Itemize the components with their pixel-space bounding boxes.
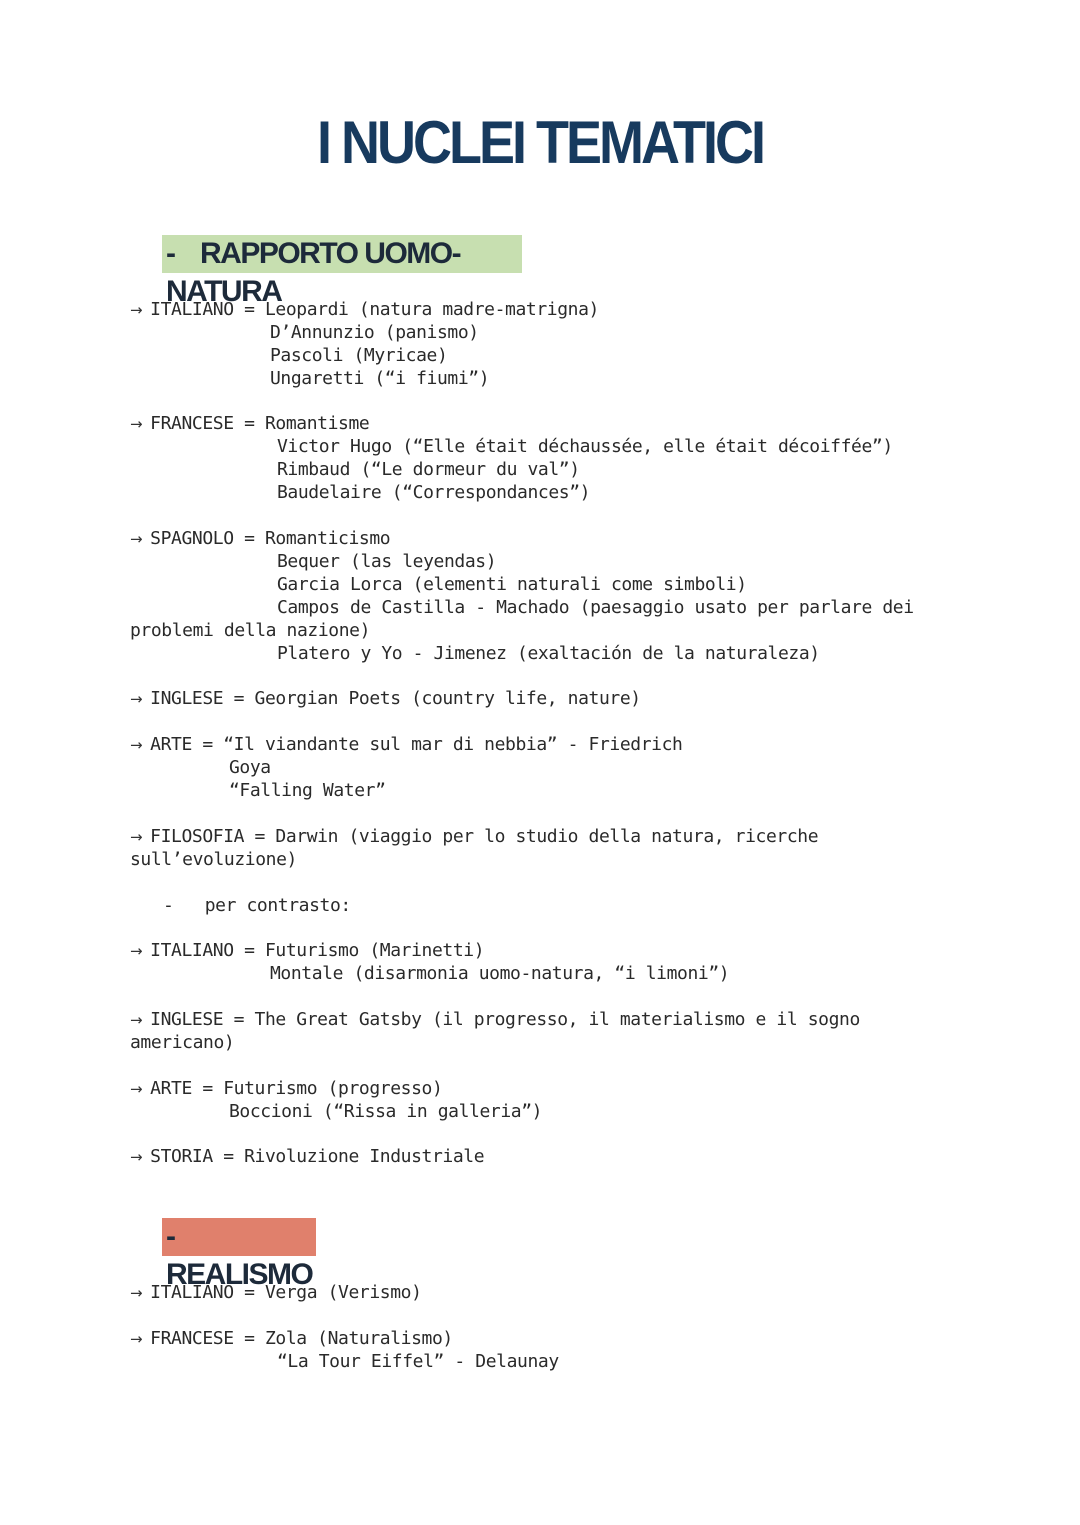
line-victor-hugo: Victor Hugo (“Elle était déchaussée, elle était décoiffée”) <box>277 436 893 457</box>
line-falling-water: “Falling Water” <box>229 780 386 801</box>
line-per-contrasto: - per contrasto: <box>163 895 351 916</box>
arrow-right-icon: → <box>130 942 143 960</box>
line-filosofia: → FILOSOFIA = Darwin (viaggio per lo studio della natura, ricerche <box>130 826 819 847</box>
section-dash: - <box>166 237 175 270</box>
line-platero: Platero y Yo - Jimenez (exaltación de la naturaleza) <box>277 643 820 664</box>
arrow-right-icon: → <box>130 736 143 754</box>
arrow-right-icon: → <box>130 1330 143 1348</box>
line-gatsby-cont: americano) <box>130 1032 235 1053</box>
line-rimbaud: Rimbaud (“Le dormeur du val”) <box>277 459 580 480</box>
arrow-right-icon: → <box>130 1148 143 1166</box>
arrow-right-icon: → <box>130 415 143 433</box>
line-bequer: Bequer (las leyendas) <box>277 551 497 572</box>
line-italiano: → ITALIANO = Leopardi (natura madre-matrigna) <box>130 299 599 320</box>
line-francese-zola: → FRANCESE = Zola (Naturalismo) <box>130 1328 453 1349</box>
arrow-right-icon: → <box>130 1284 143 1302</box>
arrow-right-icon: → <box>130 530 143 548</box>
page-title: I NUCLEI TEMATICI <box>317 109 763 177</box>
line-machado-cont: problemi della nazione) <box>130 620 371 641</box>
line-italiano-futurismo: → ITALIANO = Futurismo (Marinetti) <box>130 940 485 961</box>
line-italiano-verga: → ITALIANO = Verga (Verismo) <box>130 1282 422 1303</box>
section-label: RAPPORTO UOMO-NATURA <box>166 237 461 308</box>
line-spagnolo: → SPAGNOLO = Romanticismo <box>130 528 391 549</box>
line-ungaretti: Ungaretti (“i fiumi”) <box>270 368 490 389</box>
line-baudelaire: Baudelaire (“Correspondances”) <box>277 482 591 503</box>
line-garcia-lorca: Garcia Lorca (elementi naturali come simboli) <box>277 574 747 595</box>
arrow-right-icon: → <box>130 1080 143 1098</box>
line-arte: → ARTE = “Il viandante sul mar di nebbia” - Friedrich <box>130 734 683 755</box>
section-dash: - <box>166 1220 175 1253</box>
line-francese: → FRANCESE = Romantisme <box>130 413 370 434</box>
line-inglese: → INGLESE = Georgian Poets (country life, nature) <box>130 688 641 709</box>
line-goya: Goya <box>229 757 271 778</box>
section-label: REALISMO <box>166 1258 313 1291</box>
line-montale: Montale (disarmonia uomo-natura, “i limoni”) <box>270 963 730 984</box>
line-inglese-gatsby: → INGLESE = The Great Gatsby (il progresso, il materialismo e il sogno <box>130 1009 860 1030</box>
line-storia: → STORIA = Rivoluzione Industriale <box>130 1146 485 1167</box>
arrow-right-icon: → <box>130 1011 143 1029</box>
line-filosofia-cont: sull’evoluzione) <box>130 849 297 870</box>
line-machado: Campos de Castilla - Machado (paesaggio usato per parlare dei <box>277 597 914 618</box>
line-arte-futurismo: → ARTE = Futurismo (progresso) <box>130 1078 443 1099</box>
arrow-right-icon: → <box>130 690 143 708</box>
arrow-right-icon: → <box>130 301 143 319</box>
line-delaunay: “La Tour Eiffel” - Delaunay <box>277 1351 559 1372</box>
section-heading-rapporto-uomo-natura <box>162 235 522 308</box>
line-dannunzio: D’Annunzio (panismo) <box>270 322 479 343</box>
section-heading-realismo <box>162 1218 316 1291</box>
arrow-right-icon: → <box>130 828 143 846</box>
line-boccioni: Boccioni (“Rissa in galleria”) <box>229 1101 543 1122</box>
line-pascoli: Pascoli (Myricae) <box>270 345 448 366</box>
